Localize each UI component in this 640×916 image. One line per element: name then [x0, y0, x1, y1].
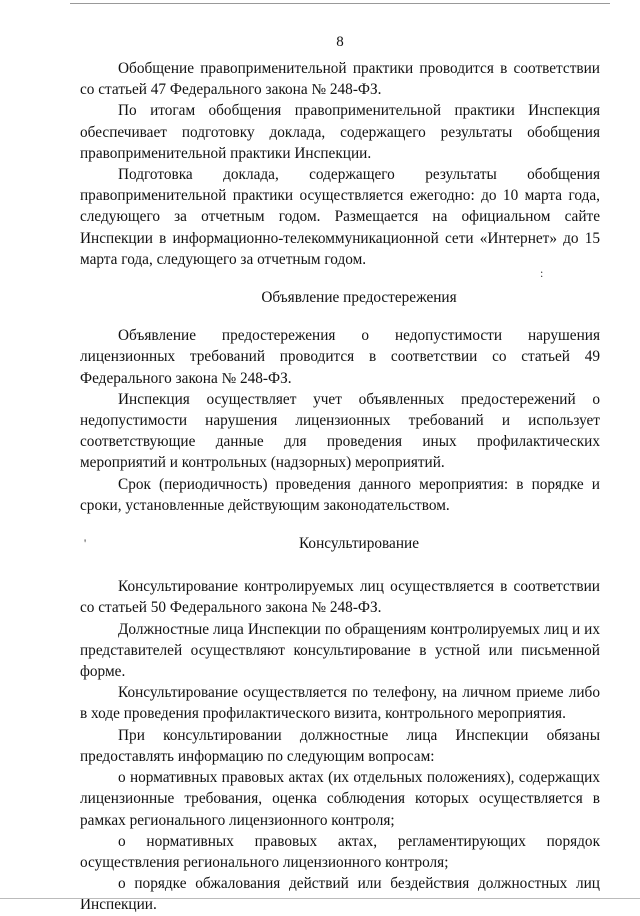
paragraph: Должностные лица Инспекции по обращениям контролируемых лиц и их представителей осуществляют консультирование в устной или письменной форме.	[80, 620, 600, 681]
paragraph: По итогам обобщения правоприменительной практики Инспекция обеспечивает подготовку доклада, содержащего результаты обобщения правоприменительной практики Инспекции.	[80, 102, 600, 162]
page-number: 8	[336, 34, 344, 50]
top-edge-line	[70, 3, 610, 4]
paragraph: Обобщение правоприменительной практики проводится в соответствии со статьей 47 Федерального закона № 248-ФЗ.	[80, 60, 600, 99]
document-body	[80, 58, 600, 916]
scan-speck: :	[540, 266, 544, 280]
list-paragraph: о нормативных правовых актах, регламентирующих порядок осуществления регионального лицензионного контроля;	[80, 832, 600, 871]
paragraph: Объявление предостережения о недопустимости нарушения лицензионных требований проводится в соответствии со статьей 49 Федерального закона № 248-ФЗ.	[80, 327, 600, 387]
paragraph: Инспекция осуществляет учет объявленных предостережений о недопустимости нарушения лицензионных требований и использует соответствующие данные для проведения иных профилактических мероприятий и контрольных (надзорных) мероприятий.	[80, 390, 600, 472]
paragraph: Консультирование осуществляется по телефону, на личном приеме либо в ходе проведения профилактического визита, контрольного мероприятия.	[80, 684, 600, 723]
section-heading-warning: Объявление предостережения	[261, 289, 457, 307]
paragraph: Срок (периодичность) проведения данного мероприятия: в порядке и сроки, установленные действующим законодательством.	[80, 475, 600, 514]
bottom-edge-line	[0, 898, 640, 899]
list-paragraph: о нормативных правовых актах (их отдельных положениях), содержащих лицензионные требования, оценка соблюдения которых осуществляется в рамках регионального лицензионного контроля;	[80, 769, 600, 829]
section-heading-consulting: Консультирование	[298, 535, 419, 553]
scan-speck: '	[84, 536, 87, 550]
list-paragraph: о порядке обжалования действий или бездействия должностных лиц Инспекции.	[80, 875, 600, 914]
paragraph: Консультирование контролируемых лиц осуществляется в соответствии со статьей 50 Федерального закона № 248-ФЗ.	[80, 578, 600, 617]
paragraph: При консультировании должностные лица Инспекции обязаны предоставлять информацию по следующим вопросам:	[80, 726, 600, 765]
paragraph: Подготовка доклада, содержащего результаты обобщения правоприменительной практики осуществляется ежегодно: до 10 марта года, следующего за отчетным годом. Размещается на официальном сайте Инспекции в информационно-телекоммуникационной сети «Интернет» до 15 марта года, следующего за отчетным годом.	[80, 166, 600, 268]
